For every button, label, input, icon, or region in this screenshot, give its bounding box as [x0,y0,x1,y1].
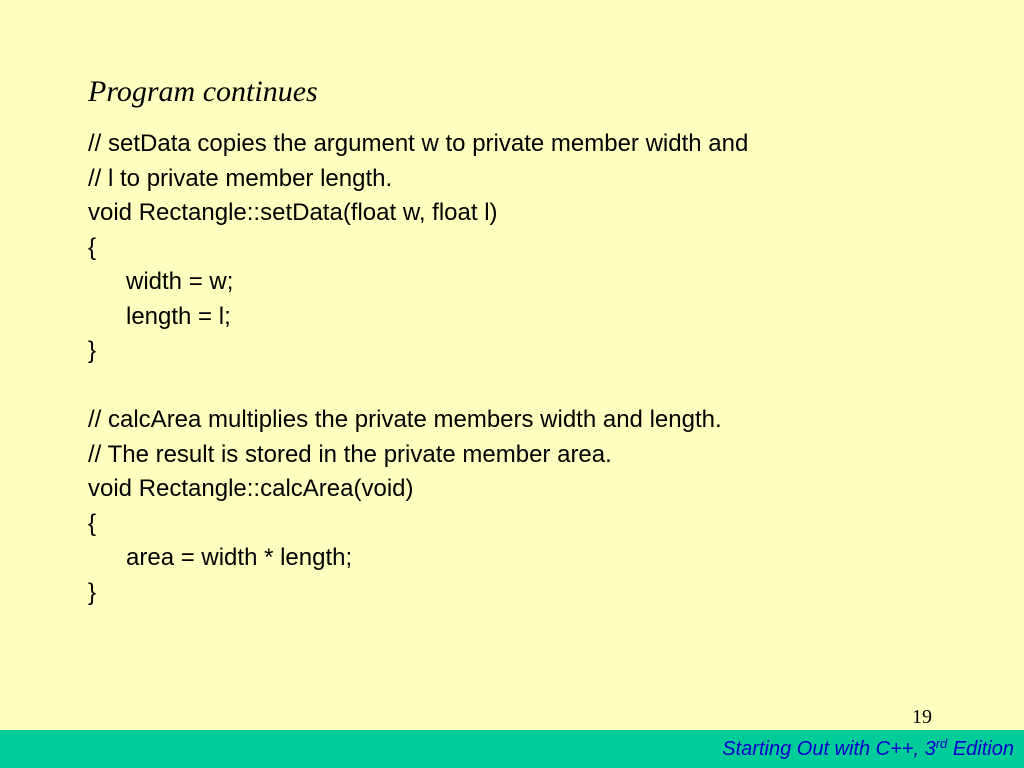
code-line: // setData copies the argument w to private member width and [88,130,749,157]
code-line: { [88,509,97,537]
footer-text-prefix: Starting Out with C++, 3 [722,738,936,760]
page-number: 19 [912,706,932,728]
code-block [88,127,748,610]
code-line: length = l; [126,302,231,330]
code-line [88,369,748,404]
code-line: } [88,578,97,606]
code-line: { [88,233,97,261]
footer-text-suffix: Edition [947,738,1014,760]
footer-bar [0,730,1024,768]
code-line: // l to private member length. [88,164,393,192]
code-line: // calcArea multiplies the private members width and length. [88,406,722,433]
code-line: void Rectangle::calcArea(void) [88,475,414,502]
slide-title: Program continues [88,75,318,108]
footer-text [722,738,1014,761]
code-line: } [88,337,97,364]
code-line: width = w; [126,268,234,295]
footer-text-superscript: rd [935,736,948,751]
code-line: void Rectangle::setData(float w, float l) [88,199,498,226]
code-line: area = width * length; [126,544,353,571]
code-line: // The result is stored in the private member area. [88,440,612,468]
